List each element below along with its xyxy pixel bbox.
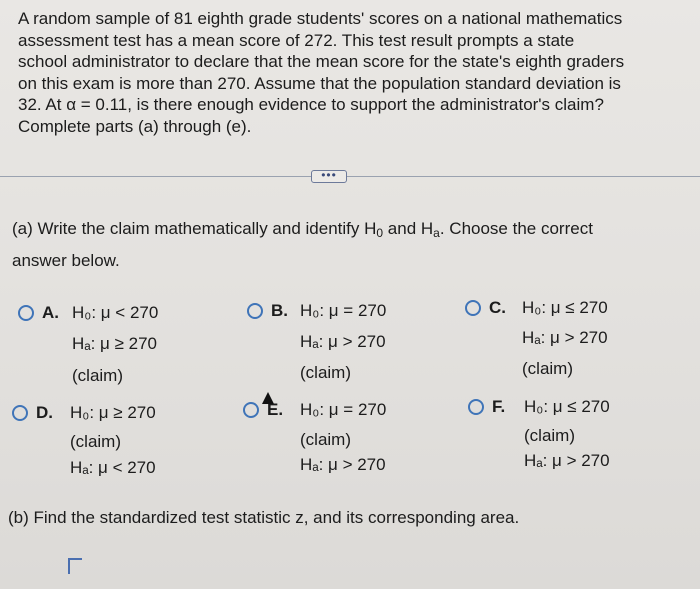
problem-line: 32. At α = 0.11, is there enough evidence to support the administrator's claim? <box>18 95 604 114</box>
problem-line: school administrator to declare that the mean score for the state's eighth graders <box>18 52 625 71</box>
problem-line: assessment test has a mean score of 272. This test result prompts a state <box>18 30 575 50</box>
part-a-line-2: answer below. <box>12 251 120 270</box>
option-line: (claim) <box>524 426 575 445</box>
problem-line: on this exam is more than 270. Assume that the population standard deviation is <box>18 73 621 93</box>
option-line: H₀: μ ≤ 270 <box>524 397 610 416</box>
option-letter: F. <box>492 397 506 416</box>
option-letter: A. <box>42 303 59 322</box>
answer-input[interactable] <box>68 558 82 574</box>
option-letter: D. <box>36 403 53 422</box>
section-divider <box>0 176 700 177</box>
radio-button[interactable] <box>18 305 34 321</box>
radio-button[interactable] <box>12 405 28 421</box>
option-line: H₀: μ = 270 <box>300 400 387 419</box>
option-line: (claim) <box>522 359 573 378</box>
part-a-question <box>12 213 692 277</box>
option-letter: E. <box>267 400 284 419</box>
option-line: (claim) <box>70 432 121 451</box>
option-line: (claim) <box>300 430 351 449</box>
option-line: H₀: μ ≥ 270 <box>70 403 156 422</box>
mouse-cursor-icon <box>262 392 274 404</box>
radio-button[interactable] <box>247 303 263 319</box>
expand-more-button[interactable]: ••• <box>311 170 347 183</box>
radio-button[interactable] <box>468 399 484 415</box>
option-line: H₀: μ = 270 <box>300 301 387 320</box>
problem-statement <box>18 8 688 137</box>
option-line: Hₐ: μ > 270 <box>300 455 386 474</box>
option-line: H₀: μ ≤ 270 <box>522 298 608 317</box>
option-line: Hₐ: μ ≥ 270 <box>72 334 157 353</box>
radio-button[interactable] <box>465 300 481 316</box>
option-line: (claim) <box>300 363 351 382</box>
option-line: Hₐ: μ > 270 <box>522 328 608 347</box>
part-a-line-1: (a) Write the claim mathematically and identify $H_0$ and $H_a$. Choose the correct <box>12 219 593 240</box>
option-line: H₀: μ < 270 <box>72 303 159 322</box>
option-line: Hₐ: μ < 270 <box>70 458 156 477</box>
option-letter: B. <box>271 301 288 320</box>
option-letter: C. <box>489 298 506 317</box>
problem-line: A random sample of 81 eighth grade students' scores on a national mathematics <box>18 9 623 28</box>
option-line: (claim) <box>72 366 123 385</box>
radio-button[interactable] <box>243 402 259 418</box>
option-line: Hₐ: μ > 270 <box>524 451 610 470</box>
option-line: Hₐ: μ > 270 <box>300 332 386 351</box>
part-b-question: (b) Find the standardized test statistic z, and its corresponding area. <box>8 508 520 527</box>
problem-line: Complete parts (a) through (e). <box>18 116 252 136</box>
